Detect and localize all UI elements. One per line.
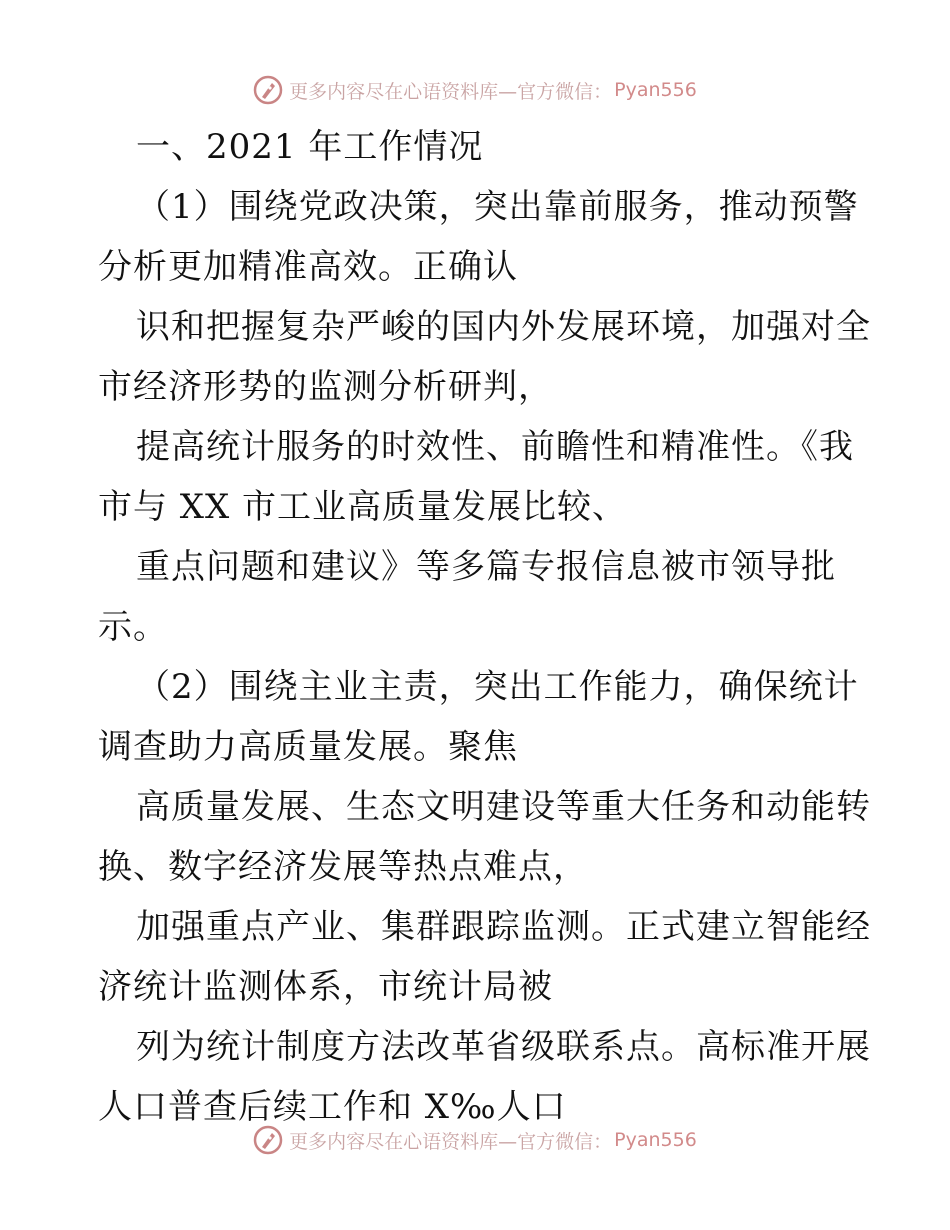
pen-nib-logo-icon [253, 75, 283, 105]
text-line: （2）围绕主业主责，突出工作能力，确保统计 [136, 667, 859, 707]
section-heading: 一、2021 年工作情况 [136, 127, 484, 167]
watermark-text: 更多内容尽在心语资料库—官方微信： [289, 80, 613, 103]
footer-watermark [0, 1120, 950, 1160]
watermark-account: Pyan556 [614, 1129, 697, 1151]
text-line: 市与 XX 市工业高质量发展比较、 [98, 487, 628, 527]
text-line: 提高统计服务的时效性、前瞻性和精准性。《我 [136, 427, 854, 467]
text-line: 调查助力高质量发展。聚焦 [98, 727, 518, 767]
text-line: 列为统计制度方法改革省级联系点。高标准开展 [136, 1027, 871, 1067]
text-line: 换、数字经济发展等热点难点， [98, 847, 588, 887]
text-line: 济统计监测体系，市统计局被 [98, 967, 553, 1007]
text-line: （1）围绕党政决策，突出靠前服务，推动预警 [136, 187, 859, 227]
watermark-text: 更多内容尽在心语资料库—官方微信： [289, 1130, 613, 1153]
text-line: 加强重点产业、集群跟踪监测。正式建立智能经 [136, 907, 871, 947]
pen-nib-logo-icon [253, 1125, 283, 1155]
header-watermark [0, 70, 950, 110]
text-line: 示。 [98, 607, 168, 647]
watermark-account: Pyan556 [614, 79, 697, 101]
text-line: 识和把握复杂严峻的国内外发展环境，加强对全 [136, 307, 871, 347]
text-line: 高质量发展、生态文明建设等重大任务和动能转 [136, 787, 871, 827]
text-line: 重点问题和建议》等多篇专报信息被市领导批 [136, 547, 836, 587]
text-line: 市经济形势的监测分析研判， [98, 367, 553, 407]
text-line: 人口普查后续工作和 X‰人口 [98, 1087, 567, 1127]
text-line: 分析更加精准高效。正确认 [98, 247, 518, 287]
